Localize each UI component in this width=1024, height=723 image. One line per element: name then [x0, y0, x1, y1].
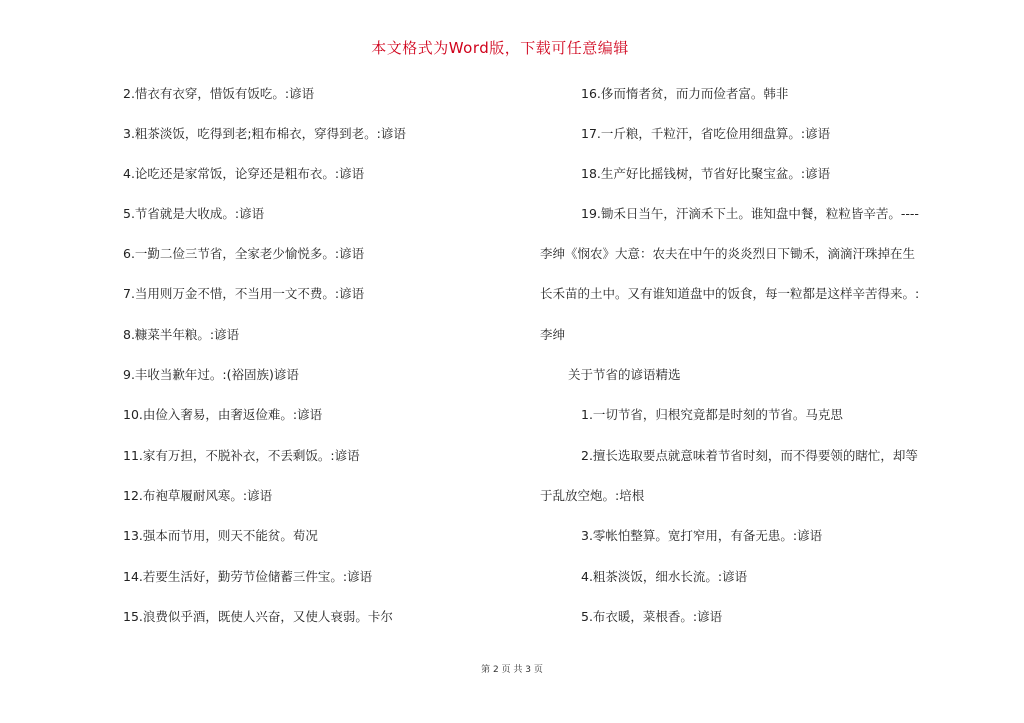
proverb-line: 5.节省就是大收成。:谚语	[123, 206, 265, 221]
proverb-line: 于乱放空炮。:培根	[540, 488, 645, 503]
page-number: 第 2 页 共 3 页	[481, 665, 543, 675]
proverb-line: 3.零帐怕整算。宽打窄用，有备无患。:谚语	[581, 528, 823, 543]
proverb-line: 2.惜衣有衣穿，惜饭有饭吃。:谚语	[123, 86, 315, 101]
proverb-line: 15.浪费似乎酒，既使人兴奋，又使人衰弱。卡尔	[123, 609, 393, 624]
proverb-line: 7.当用则万金不惜，不当用一文不费。:谚语	[123, 286, 365, 301]
proverb-line: 4.论吃还是家常饭，论穿还是粗布衣。:谚语	[123, 166, 365, 181]
proverb-line: 11.家有万担，不脱补衣，不丢剩饭。:谚语	[123, 448, 360, 463]
proverb-line: 4.粗茶淡饭，细水长流。:谚语	[581, 569, 748, 584]
proverb-line: 李绅《悯农》大意：农夫在中午的炎炎烈日下锄禾，滴滴汗珠掉在生	[540, 246, 916, 261]
document-banner: 本文格式为Word版，下载可任意编辑	[371, 39, 629, 57]
proverb-line: 2.擅长选取要点就意味着节省时刻，而不得要领的瞎忙，却等	[581, 448, 918, 463]
proverb-line: 18.生产好比摇钱树，节省好比聚宝盆。:谚语	[581, 166, 831, 181]
proverb-line: 李绅	[540, 327, 566, 342]
proverb-line: 6.一勤二俭三节省，全家老少愉悦多。:谚语	[123, 246, 365, 261]
proverb-line: 14.若要生活好，勤劳节俭储蓄三件宝。:谚语	[123, 569, 373, 584]
proverb-line: 10.由俭入奢易，由奢返俭难。:谚语	[123, 407, 323, 422]
proverb-line: 13.强本而节用，则天不能贫。荀况	[123, 528, 318, 543]
section-heading: 关于节省的谚语精选	[568, 367, 681, 382]
proverb-line: 8.糠菜半年粮。:谚语	[123, 327, 240, 342]
proverb-line: 5.布衣暖，菜根香。:谚语	[581, 609, 723, 624]
proverb-line: 16.侈而惰者贫，而力而俭者富。韩非	[581, 86, 789, 101]
proverb-line: 19.锄禾日当午，汗滴禾下土。谁知盘中餐，粒粒皆辛苦。----	[581, 206, 919, 221]
proverb-line: 9.丰收当歉年过。:(裕固族)谚语	[123, 367, 299, 382]
proverb-line: 3.粗茶淡饭，吃得到老;粗布棉衣，穿得到老。:谚语	[123, 126, 406, 141]
proverb-line: 12.布袍草履耐风寒。:谚语	[123, 488, 273, 503]
proverb-line: 长禾苗的土中。又有谁知道盘中的饭食，每一粒都是这样辛苦得来。:	[540, 286, 920, 301]
proverb-line: 1.一切节省，归根究竟都是时刻的节省。马克思	[581, 407, 843, 422]
proverb-line: 17.一斤粮，千粒汗，省吃俭用细盘算。:谚语	[581, 126, 831, 141]
